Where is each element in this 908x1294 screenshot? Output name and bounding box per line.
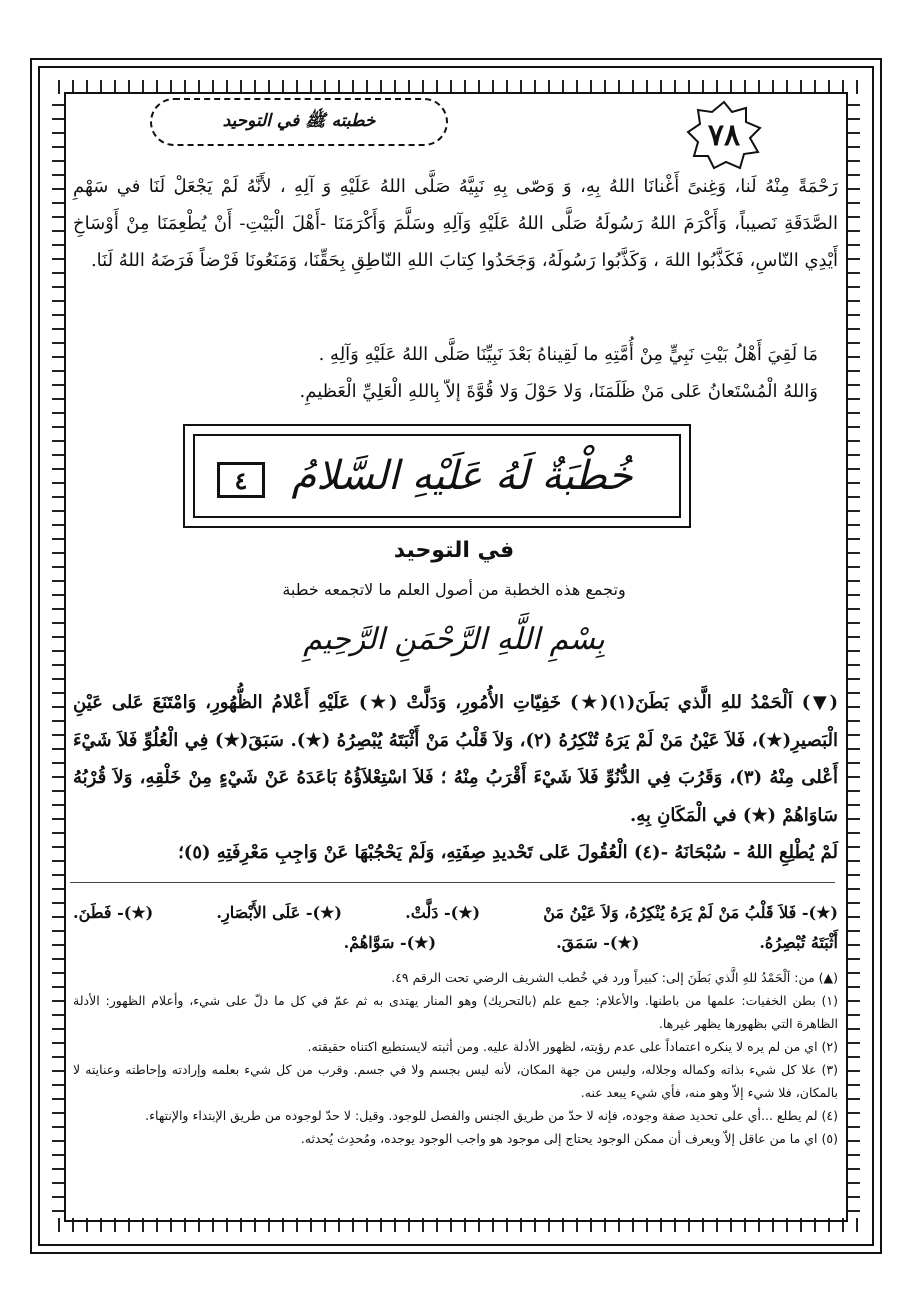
sermon-body — [73, 684, 838, 872]
running-title — [150, 98, 448, 146]
sermon-description: وتجمع هذه الخطبة من أصول العلم ما لاتجمعه خطبة — [282, 580, 626, 599]
variant-item: (★)- سَوَّاهُمْ. — [343, 933, 437, 952]
variant-item: (★)- فَطَنَ. — [73, 903, 154, 922]
footnote-separator — [70, 882, 835, 883]
sermon-body-paragraph-1: (▼) اَلْحَمْدُ للهِ الَّذي بَطَنَ(١)(★) خَفِيّاتِ الأُمُورِ، وَدَلَّتْ (★) عَلَيْهِ أَعْلامُ الظُّهُورِ، وَامْتَنَعَ عَلى عَيْنِ الْبَصيرِ(★)، فَلاَ عَيْنُ مَنْ لَمْ يَرَهُ تُنْكِرُهُ (٢)، وَلاَ قَلْبُ مَنْ أَثْبَتَهُ يُبْصِرُهُ (★). سَبَقَ(★) فِي الْعُلُوِّ فَلاَ شَيْءَ أَعْلى مِنْهُ (٣)، وَقَرُبَ فِي الدُّنُوِّ فَلاَ شَيْءَ أَقْرَبُ مِنْهُ ؛ فَلاَ اسْتِعْلاَؤُهُ بَاعَدَهُ عَنْ شَيْءٍ مِنْ خَلْقِهِ، وَلاَ قُرْبُهُ سَاوَاهُمْ (★) في الْمَكَانِ بِهِ. — [73, 692, 838, 826]
basmala-calligraphy: بِسْمِ اللَّهِ الرَّحْمَنِ الرَّحِيمِ — [303, 622, 605, 657]
sermon-subtitle: في التوحيد — [393, 538, 515, 563]
footnote: (٥) اي ما من عاقل إلاّ ويعرف أن ممكن الوجود يحتاج إلى موجود هو واجب الوجود يوجده، ومُحدِث يُحدثه. — [300, 1131, 838, 1146]
sermon-number: ٤ — [217, 462, 265, 498]
footnote: (٣) علا كل شيء بذاته وكماله وجلاله، وليس من جهة المكان، لأنه ليس بجسم ولا في جسم. وقرب من كل شيء بعلمه وإرادته وإحاطته وعنايته لا بالمكان، فلا شيء إلاّ وهو منه، فأي شيء يبعد عنه. — [73, 1062, 838, 1100]
sermon-body-paragraph-2: لَمْ يُطْلِعِ اللهُ - سُبْحَانَهُ -(٤) الْعُقُولَ عَلى تَحْديدِ صِفَتِهِ، وَلَمْ يَحْجُبْهَا عَنْ وَاجِبِ مَعْرِفَتِهِ (٥)؛ — [178, 842, 838, 863]
variant-item: (★)- عَلَى الأَبْصَارِ. — [216, 903, 342, 922]
page-number: ٧٨ — [707, 117, 741, 153]
sermon-title-box — [183, 424, 691, 528]
variant-item: (★)- فَلاَ قَلْبُ مَنْ لَمْ يَرَهُ يُنْكِرُهُ، وَلاَ عَيْنُ مَنْ — [543, 903, 838, 922]
footnote: (٤) لم يطلع ...أي على تحديد صفة وجوده، فإنه لا حدّ من طريق الجنس والفصل للوجود. وقيل: لا حدّ لوجوده من طريق الإبتداء والإنتهاء. — [145, 1108, 838, 1123]
intro-paragraph-1: رَحْمَةً مِنْهُ لَنا، وَغِنىً أَغْنانَا اللهُ بِهِ، وَ وَصّى بِهِ نَبِيَّهُ صَلَّى اللهُ عَلَيْهِ وَ آلِهِ ، لأَنَّهُ لَمْ يَجْعَلْ لَنَا في سَهْمِ الصَّدَقَةِ نَصيباً، وَأَكْرَمَ اللهُ رَسُولَهُ صَلَّى اللهُ عَلَيْهِ وَآلِهِ وسَلَّمَ وَأَكْرَمَنَا -أَهْلَ الْبَيْتِ- أَنْ يُطْعِمَنَا مِنْ أَوْسَاخِ أَيْدِي النّاسِ، فَكَذَّبُوا اللهَ ، وَكَذَّبُوا رَسُولَهُ، وَجَحَدُوا كِتابَ اللهِ النّاطِقِ بِحَقِّنَا، وَمَنَعُونَا فَرْضاً فَرَضَهُ اللهُ لَنَا. — [73, 176, 838, 271]
variant-item: (★)- دَلَّتْ. — [405, 903, 481, 922]
footnote: (٢) اي من لم يره لا ينكره اعتماداً على عدم رؤيته، لظهور الأدلة عليه. ومن أثبته لايستطيع اكتناه حقيقته. — [307, 1039, 838, 1054]
sermon-title: خُطْبَةٌ لَهُ عَلَيْهِ السَّلامُ — [291, 453, 633, 499]
running-title-text: خطبته ﷺ في التوحيد — [222, 110, 376, 131]
sermon-title-inner-frame — [193, 434, 681, 518]
intro-paragraph-2: مَا لَقِيَ أَهْلُ بَيْتِ نَبِيٍّ مِنْ أُمَّتِهِ ما لَقِيناهُ بَعْدَ نَبِيِّنَا صَلَّى اللهُ عَلَيْهِ وَآلِهِ . — [318, 344, 818, 365]
intro-paragraph-3: وَاللهُ الْمُسْتَعانُ عَلى مَنْ ظَلَمَنَا، وَلا حَوْلَ وَلا قُوَّةَ إلاّ بِاللهِ الْعَلِيِّ الْعَظيمِ. — [299, 381, 818, 402]
variant-item: أَثْبَتَهُ تُبْصِرُهُ. — [759, 933, 838, 952]
footnote: (▲) من: اَلْحَمْدُ للهِ الَّذي بَطَنَ إلى: كبيراً ورد في خُطب الشريف الرضي تحت الرقم ٤٩. — [391, 970, 838, 985]
footnotes — [73, 966, 838, 1150]
variant-row-2 — [73, 928, 838, 958]
page-number-badge — [684, 100, 764, 170]
variant-row-1 — [73, 898, 838, 928]
footnote: (١) بطن الخفيات: علمها من باطنها. والأعلام: جمع علم (بالتحريك) وهو المنار يهتدى به ثم عمّ في كل ما دلّ على شيء، وأعلام الظهور: الأدلة الظاهرة التي بظهورها يظهر غيرها. — [73, 993, 838, 1031]
variant-readings — [73, 898, 838, 958]
variant-item: (★)- سَمَقَ. — [556, 933, 640, 952]
